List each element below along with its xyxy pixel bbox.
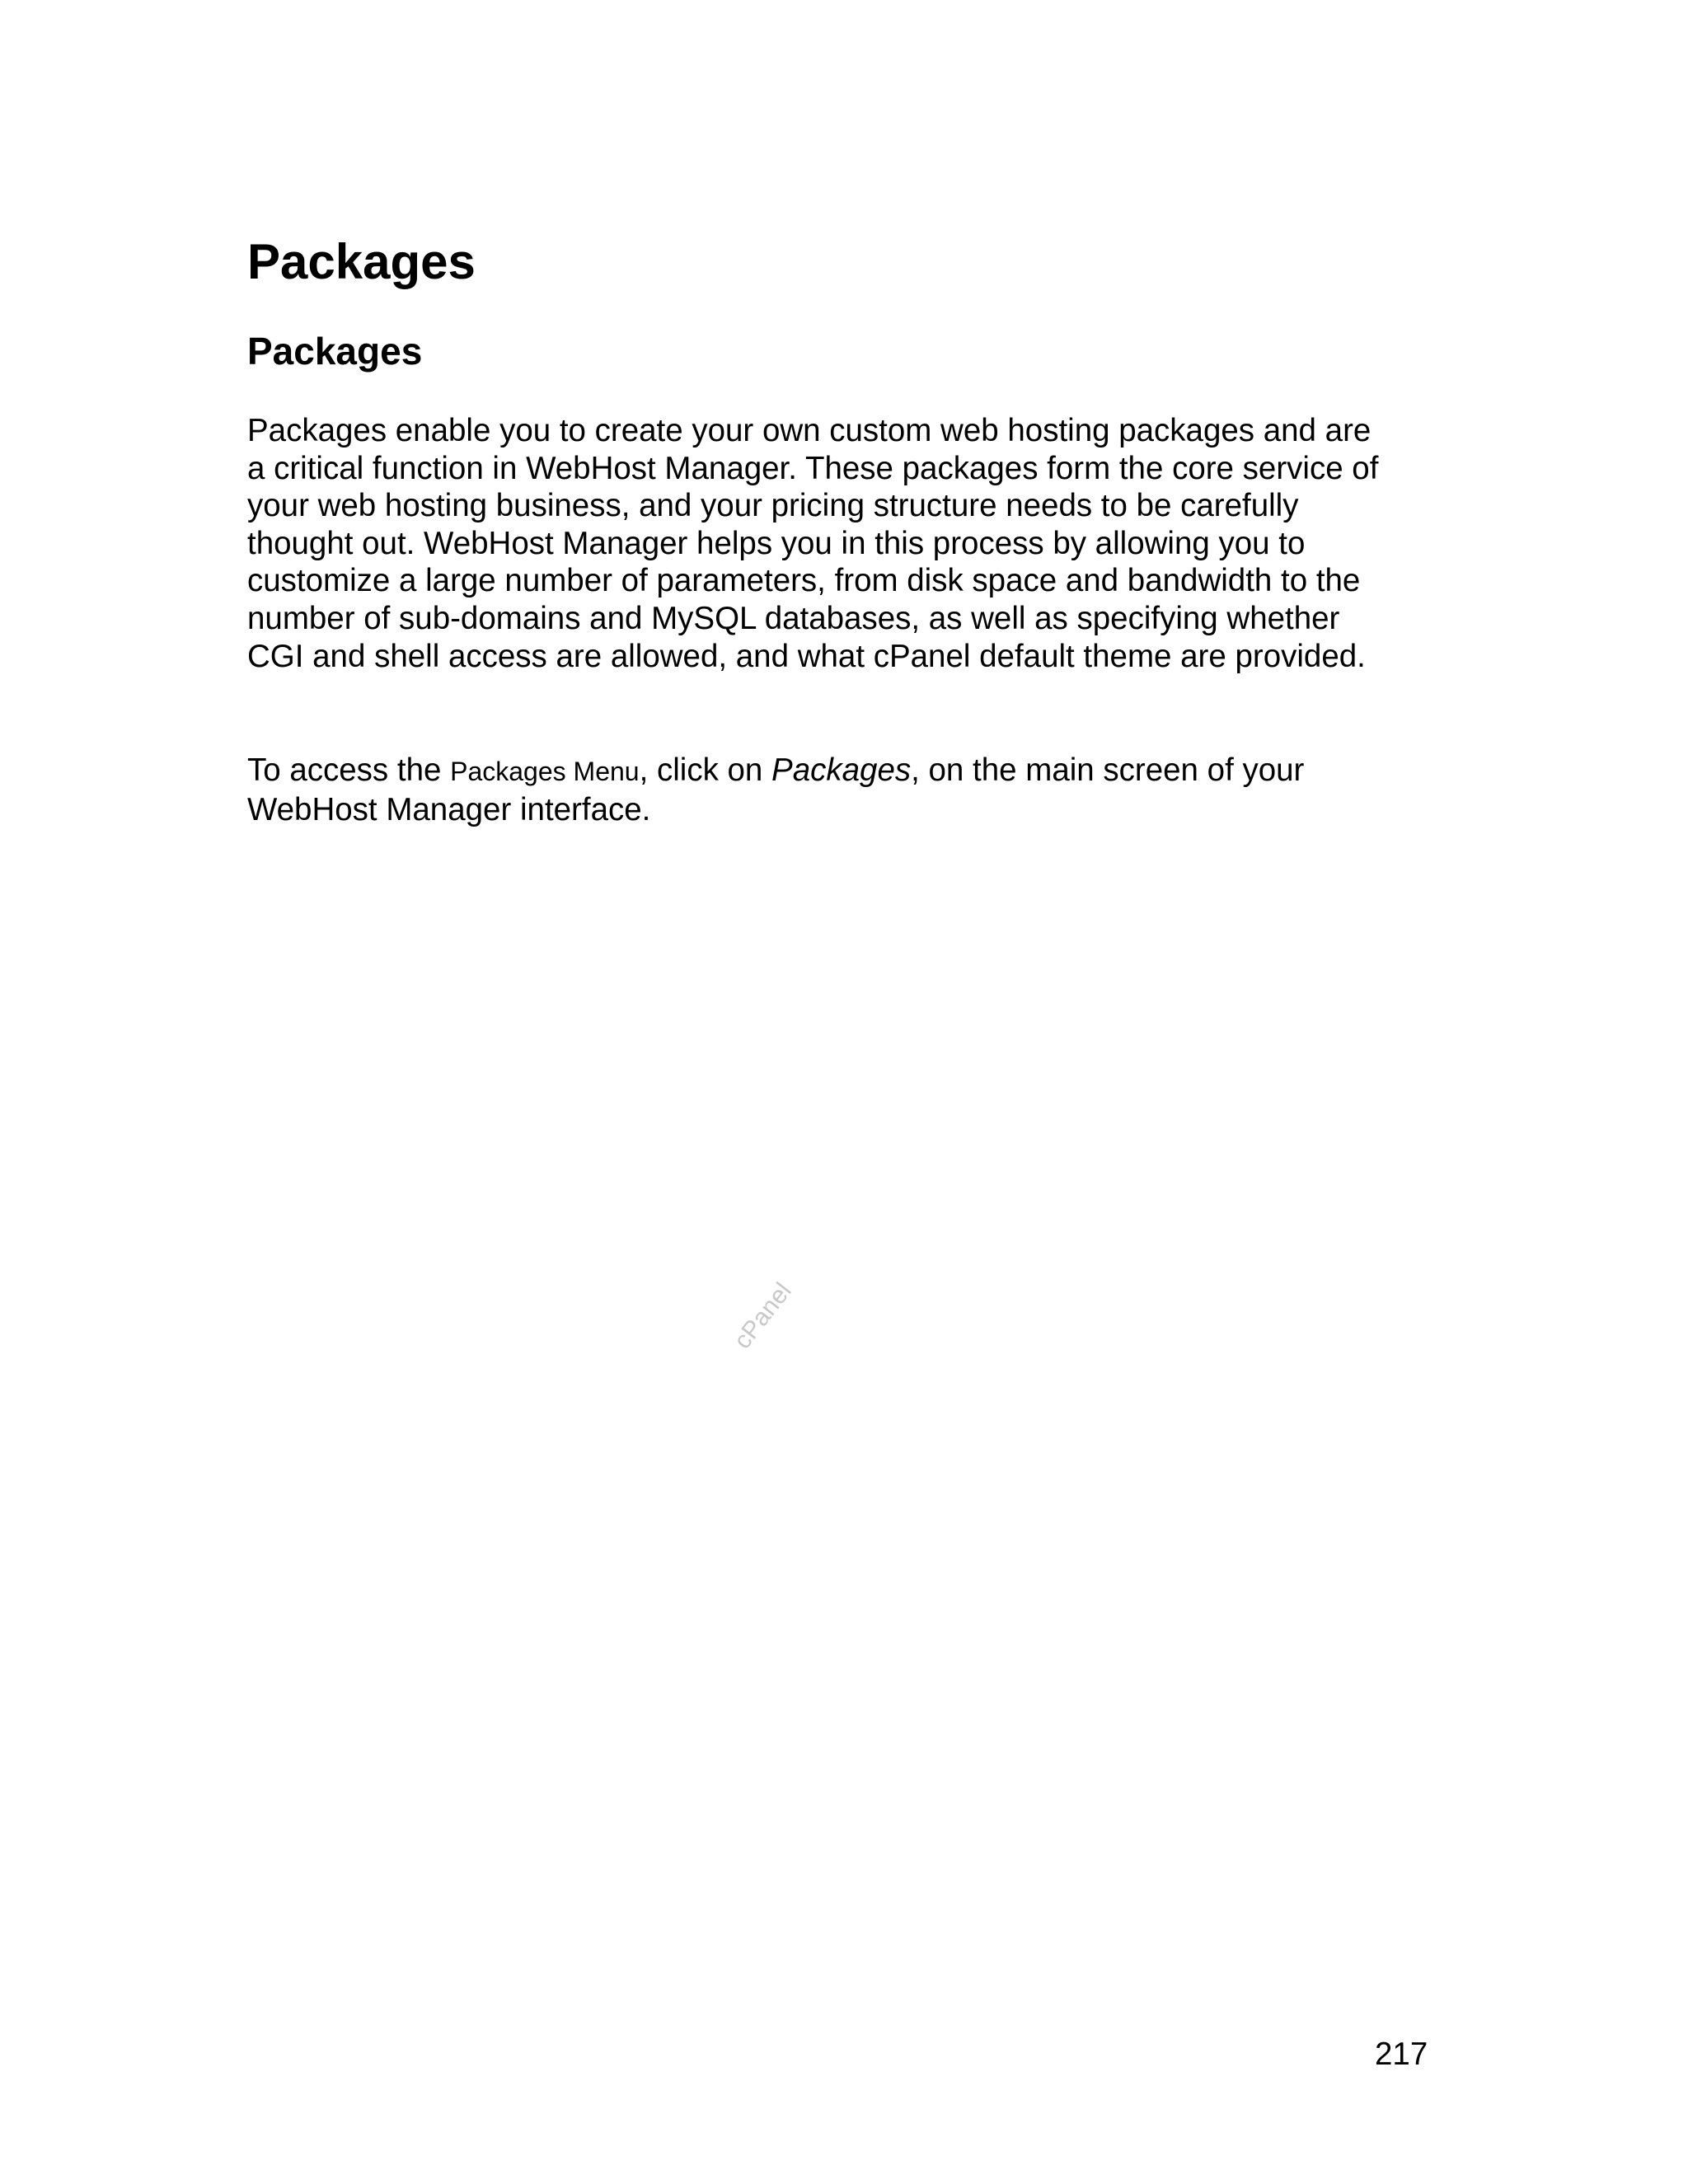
paragraph-line: your web hosting business, and your pricing structure needs to be carefully bbox=[247, 488, 1299, 524]
italic-term: Packages bbox=[771, 752, 912, 788]
text-prefix: To access the bbox=[247, 752, 451, 788]
paragraph-line bbox=[247, 752, 1451, 791]
paragraph-line: Packages enable you to create your own custom web hosting packages and are bbox=[247, 413, 1372, 448]
page-number: 217 bbox=[1375, 2036, 1428, 2072]
paragraph-line: WebHost Manager interface. bbox=[247, 791, 651, 827]
access-instructions-paragraph bbox=[247, 752, 1451, 828]
text-suffix: , on the main screen of your bbox=[911, 752, 1305, 788]
page-title: Packages bbox=[247, 234, 476, 289]
text-middle: , click on bbox=[639, 752, 772, 788]
watermark: cPanel bbox=[729, 1277, 797, 1354]
paragraph-line: customize a large number of parameters, from disk space and bandwidth to the bbox=[247, 563, 1361, 599]
intro-paragraph bbox=[247, 412, 1451, 675]
paragraph-line: number of sub-domains and MySQL databases, as well as specifying whether bbox=[247, 600, 1340, 636]
paragraph-line: CGI and shell access are allowed, and what cPanel default theme are provided. bbox=[247, 638, 1366, 674]
menu-name: Packages Menu bbox=[450, 757, 640, 786]
section-heading: Packages bbox=[247, 330, 423, 373]
paragraph-line: thought out. WebHost Manager helps you in this process by allowing you to bbox=[247, 525, 1306, 561]
paragraph-line: a critical function in WebHost Manager. These packages form the core service of bbox=[247, 450, 1379, 486]
